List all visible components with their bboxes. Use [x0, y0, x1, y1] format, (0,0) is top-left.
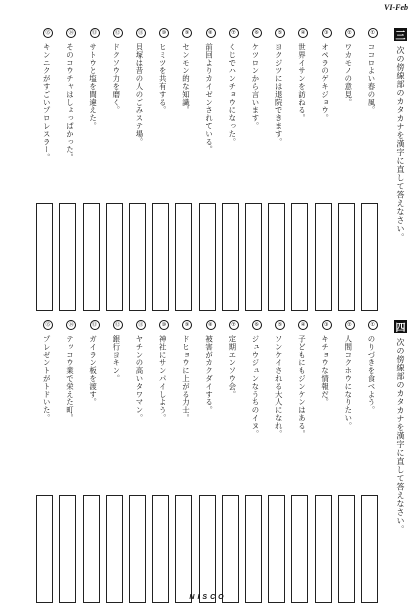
question-text: 前回よりカイゼンされている。	[204, 43, 214, 154]
question-text: キチョウな情報だ。	[320, 335, 330, 407]
question-item	[366, 320, 378, 414]
answer-box[interactable]	[245, 203, 262, 311]
question-number: ⑭	[66, 320, 76, 330]
answer-box[interactable]	[152, 203, 169, 311]
question-number: ③	[322, 28, 332, 38]
section-4	[0, 320, 416, 605]
question-text: そのコウチャはしょっぱかった。	[65, 43, 75, 162]
question-item	[88, 320, 100, 406]
question-text: センモン的な知識。	[181, 43, 191, 115]
question-text: 世界イサンを訪ねる。	[297, 43, 307, 122]
question-item	[157, 320, 169, 422]
answer-box[interactable]	[291, 495, 308, 603]
question-text: 銀行ヨキン。	[111, 335, 121, 383]
question-item	[250, 28, 262, 130]
answer-box[interactable]	[175, 203, 192, 311]
question-item	[250, 320, 262, 438]
question-number: ⑫	[113, 28, 123, 38]
question-number: ⑮	[43, 320, 53, 330]
question-text: ココロよい春の風。	[367, 43, 376, 115]
answer-box[interactable]	[268, 495, 285, 603]
footer-brand: NISCO	[189, 594, 227, 601]
question-number: ⑦	[229, 28, 239, 38]
answer-box[interactable]	[268, 203, 285, 311]
question-number: ⑥	[252, 28, 262, 38]
question-item	[134, 320, 146, 422]
question-text: キンニクがすごいプロレスラー。	[42, 43, 52, 162]
question-item	[343, 320, 355, 430]
question-number: ⑮	[43, 28, 53, 38]
question-item	[366, 28, 378, 114]
question-number: ⑨	[182, 28, 192, 38]
section-mark: 三	[394, 28, 407, 41]
question-number: ⑨	[182, 320, 192, 330]
section-mark: 四	[394, 320, 407, 333]
question-text: 定期エンソウ会。	[227, 335, 237, 399]
question-number: ②	[345, 28, 355, 38]
question-number: ⑧	[206, 320, 216, 330]
question-text: ヨクジツには退院できます。	[274, 43, 284, 146]
answer-box[interactable]	[106, 203, 123, 311]
question-text: 被害がカクダイする。	[204, 335, 214, 414]
answer-box[interactable]	[129, 203, 146, 311]
section-instruction: 次の傍線部のカタカナを漢字に直して答えなさい。	[396, 338, 405, 534]
question-item	[273, 320, 285, 438]
question-text: のりづきを食べよう。	[367, 335, 376, 414]
question-text: プレゼントがトドいた。	[42, 335, 52, 422]
answer-box[interactable]	[222, 495, 239, 603]
question-text: ヒミツを共有する。	[158, 43, 168, 115]
answer-box[interactable]	[59, 495, 76, 603]
answer-box[interactable]	[83, 203, 100, 311]
question-item	[204, 28, 216, 154]
question-item	[180, 320, 192, 422]
question-text: ドクソウ力を磨く。	[111, 43, 121, 115]
answer-box[interactable]	[315, 495, 332, 603]
answer-box[interactable]	[36, 203, 53, 311]
question-item	[204, 320, 216, 414]
question-item	[88, 28, 100, 130]
question-item	[227, 320, 239, 398]
question-number: ⑤	[275, 28, 285, 38]
question-item	[134, 28, 146, 146]
question-text: ケツロンから言います。	[251, 43, 260, 130]
question-number: ③	[322, 320, 332, 330]
question-number: ⑫	[113, 320, 123, 330]
question-text: 子どもにもジンケンはある。	[297, 335, 307, 438]
question-text: オペラのゲキジョウ。	[320, 43, 330, 122]
answer-box[interactable]	[361, 495, 378, 603]
answer-box[interactable]	[175, 495, 192, 603]
answer-box[interactable]	[222, 203, 239, 311]
question-number: ①	[368, 28, 378, 38]
question-item	[111, 320, 123, 382]
question-item	[273, 28, 285, 146]
question-number: ⑪	[136, 320, 146, 330]
question-text: ガイラン板を渡す。	[88, 335, 98, 407]
question-item	[320, 28, 332, 122]
question-text: サトウと塩を間違えた。	[88, 43, 98, 130]
question-text: ドヒョウに上がる力士。	[181, 335, 191, 422]
question-number: ⑥	[252, 320, 262, 330]
question-number: ④	[298, 28, 308, 38]
answer-box[interactable]	[338, 495, 355, 603]
question-text: 神社にサンパイしよう。	[158, 335, 168, 422]
question-number: ②	[345, 320, 355, 330]
answer-box[interactable]	[338, 203, 355, 311]
answer-box[interactable]	[152, 495, 169, 603]
question-item	[296, 320, 308, 438]
question-number: ⑬	[90, 28, 100, 38]
question-item	[41, 320, 53, 422]
question-number: ①	[368, 320, 378, 330]
question-item	[64, 320, 76, 422]
answer-box[interactable]	[129, 495, 146, 603]
question-item	[180, 28, 192, 114]
question-number: ⑪	[136, 28, 146, 38]
question-number: ⑩	[159, 28, 169, 38]
answer-box[interactable]	[83, 495, 100, 603]
question-number: ④	[298, 320, 308, 330]
question-item	[227, 28, 239, 146]
question-number: ⑤	[275, 320, 285, 330]
question-text: ヤチンの高いタワマン。	[135, 335, 144, 422]
question-item	[320, 320, 332, 406]
question-item	[64, 28, 76, 162]
question-item	[111, 28, 123, 114]
header-code: VI-Feb	[384, 3, 408, 12]
question-number: ⑬	[90, 320, 100, 330]
answer-box[interactable]	[106, 495, 123, 603]
question-number: ⑧	[206, 28, 216, 38]
question-text: テッコウ業で栄えた町。	[65, 335, 75, 422]
question-text: 人間コクホウになりたい。	[343, 335, 353, 430]
answer-box[interactable]	[245, 495, 262, 603]
question-item	[157, 28, 169, 114]
answer-box[interactable]	[199, 203, 216, 311]
question-text: ワカモノの意見。	[343, 43, 353, 107]
answer-box[interactable]	[36, 495, 53, 603]
question-text: ジュウジュンなうちのイヌ。	[251, 335, 260, 438]
answer-box[interactable]	[291, 203, 308, 311]
answer-box[interactable]	[315, 203, 332, 311]
question-item	[296, 28, 308, 122]
question-number: ⑭	[66, 28, 76, 38]
question-item	[41, 28, 53, 162]
question-number: ⑩	[159, 320, 169, 330]
answer-box[interactable]	[59, 203, 76, 311]
question-text: くじでハンチョウになった。	[227, 43, 237, 146]
section-3	[0, 28, 416, 313]
answer-box[interactable]	[361, 203, 378, 311]
question-text: 貝塚は昔の人のごみステ場。	[135, 43, 144, 146]
question-number: ⑦	[229, 320, 239, 330]
question-item	[343, 28, 355, 106]
answer-box[interactable]	[199, 495, 216, 603]
section-instruction: 次の傍線部のカタカナを漢字に直して答えなさい。	[396, 46, 405, 242]
question-text: ソンケイされる大人になれ。	[274, 335, 284, 438]
